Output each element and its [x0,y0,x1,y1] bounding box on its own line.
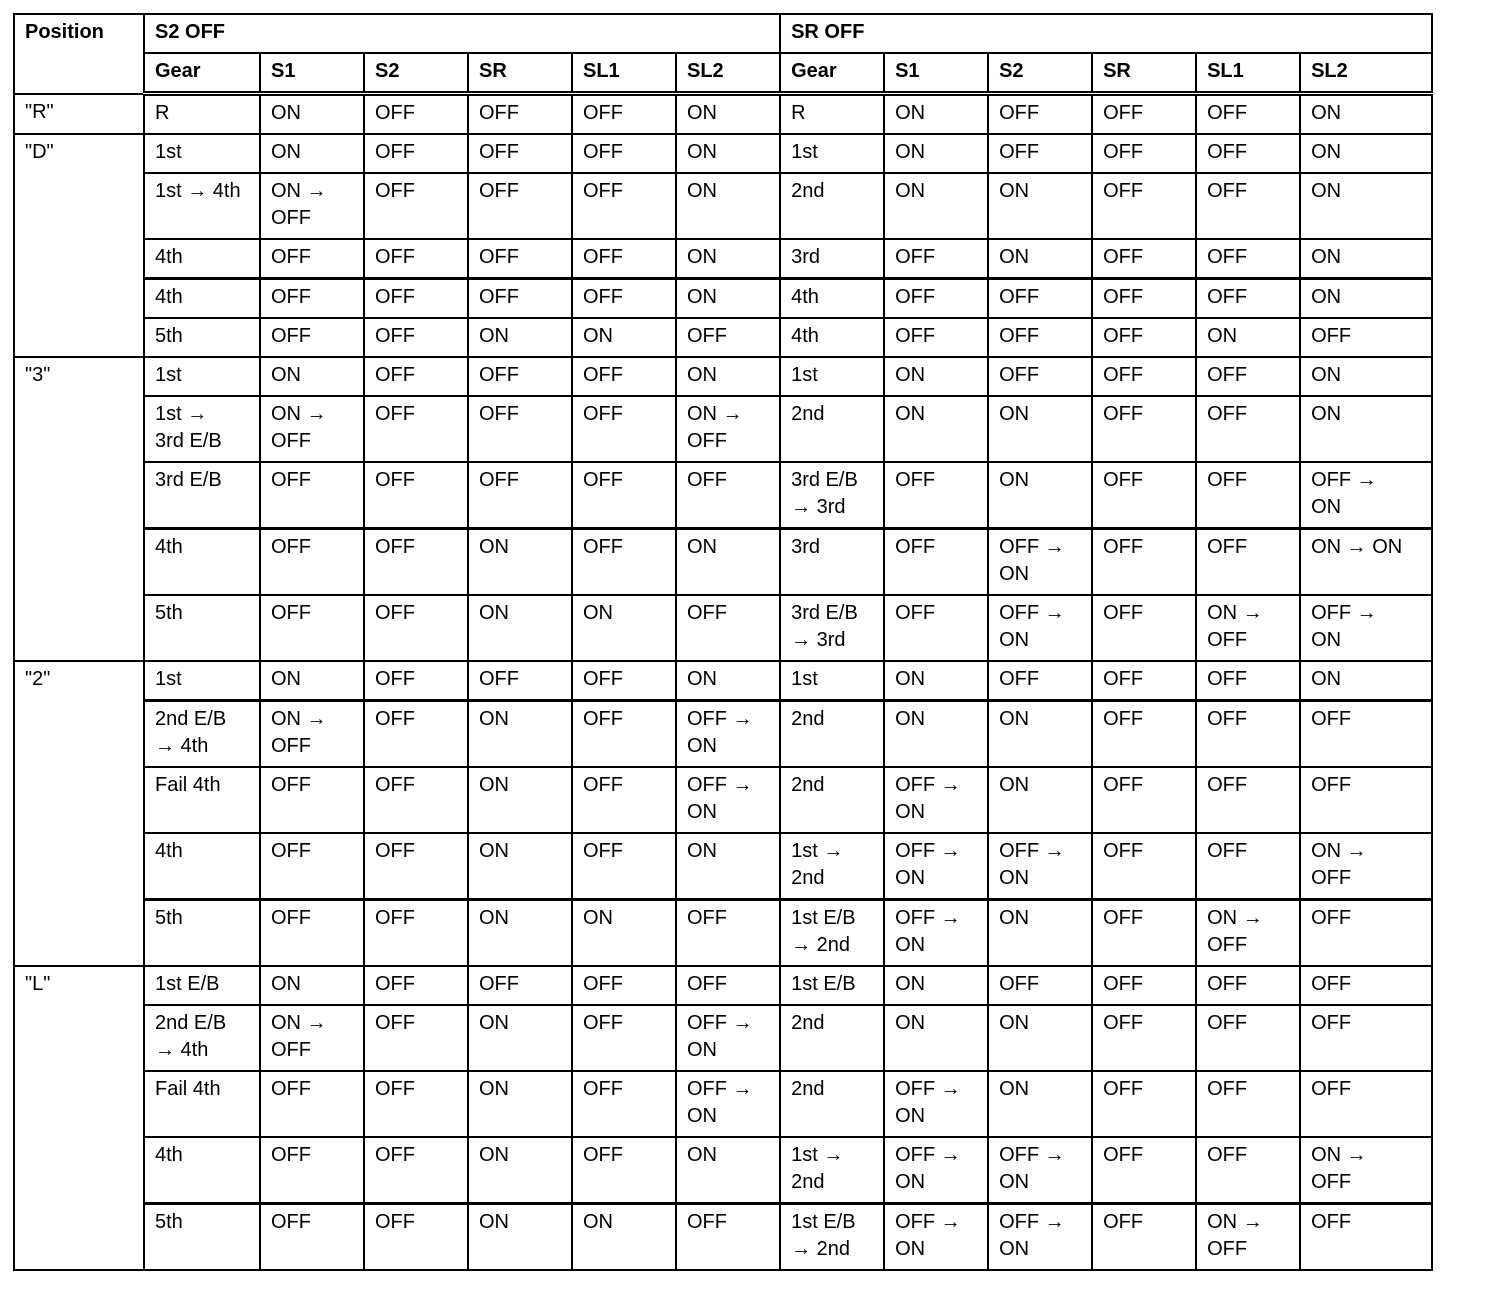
column-header-s2-off-s1: S1 [260,53,364,94]
solenoid-state-cell: OFF [1092,661,1196,701]
solenoid-state-cell: ON [468,833,572,900]
gear-cell: 2nd [780,701,884,768]
table-row [14,173,1432,239]
solenoid-state-cell: OFF [676,318,780,357]
gear-cell: 5th [144,1204,260,1271]
solenoid-state-cell: OFF [260,1137,364,1204]
solenoid-state-cell: ON [676,357,780,396]
gear-cell: 1st → 4th [144,173,260,239]
solenoid-state-cell: OFF [572,173,676,239]
solenoid-state-cell: ON [884,396,988,462]
gear-cell: 4th [144,279,260,319]
position-header: Position [14,14,144,94]
solenoid-state-cell: ON [676,661,780,701]
solenoid-state-cell: OFF → ON [884,833,988,900]
solenoid-state-cell: OFF [884,239,988,279]
solenoid-state-cell: OFF [260,900,364,967]
solenoid-state-cell: ON [676,94,780,135]
solenoid-state-cell: ON [988,1071,1092,1137]
solenoid-state-cell: OFF [364,239,468,279]
solenoid-state-cell: ON → ON [1300,529,1432,596]
gear-cell: 2nd [780,396,884,462]
solenoid-state-cell: OFF [572,833,676,900]
solenoid-state-cell: OFF [1092,833,1196,900]
gear-cell: R [780,94,884,135]
solenoid-state-cell: OFF [1300,767,1432,833]
solenoid-state-cell: OFF → ON [1300,462,1432,529]
solenoid-state-cell: OFF → ON [676,767,780,833]
solenoid-state-cell: OFF [1092,767,1196,833]
sr-off-group-header: SR OFF [780,14,1432,53]
solenoid-state-cell: ON → OFF [260,396,364,462]
gear-cell: 4th [780,318,884,357]
solenoid-state-cell: ON → OFF [1196,900,1300,967]
solenoid-state-cell: OFF [1196,94,1300,135]
solenoid-state-cell: OFF [676,900,780,967]
solenoid-state-cell: ON [1300,396,1432,462]
table-row [14,701,1432,768]
gear-cell: 3rd E/B → 3rd [780,595,884,661]
column-header-sr-off-s1: S1 [884,53,988,94]
solenoid-state-cell: OFF [1092,529,1196,596]
solenoid-state-cell: OFF [1300,318,1432,357]
solenoid-state-cell: OFF [468,239,572,279]
table-row [14,529,1432,596]
solenoid-state-cell: OFF [572,1071,676,1137]
solenoid-state-cell: OFF [260,462,364,529]
solenoid-state-cell: OFF [988,94,1092,135]
solenoid-state-cell: ON [1300,239,1432,279]
solenoid-state-cell: OFF [1196,357,1300,396]
gear-cell: 1st E/B → 2nd [780,900,884,967]
header-column-row [14,53,1432,94]
solenoid-state-cell: ON [676,239,780,279]
solenoid-state-cell: ON [468,1005,572,1071]
gear-cell: 1st E/B [780,966,884,1005]
table-row [14,1204,1432,1271]
solenoid-state-cell: OFF → ON [988,529,1092,596]
gear-cell: 3rd [780,529,884,596]
solenoid-state-cell: OFF [572,529,676,596]
gear-cell: 2nd E/B → 4th [144,1005,260,1071]
solenoid-state-cell: ON [884,357,988,396]
solenoid-state-cell: ON [572,900,676,967]
gear-cell: 1st [144,357,260,396]
solenoid-state-cell: OFF [676,595,780,661]
position-cell: "R" [14,94,144,135]
table-row [14,966,1432,1005]
solenoid-state-cell: OFF [1092,1005,1196,1071]
gear-cell: 1st [144,661,260,701]
solenoid-state-cell: OFF [364,318,468,357]
solenoid-state-cell: OFF [468,279,572,319]
solenoid-state-cell: ON [1196,318,1300,357]
solenoid-state-cell: OFF → ON [884,900,988,967]
solenoid-state-cell: OFF [1196,1071,1300,1137]
solenoid-state-cell: OFF [572,767,676,833]
solenoid-state-cell: OFF [1196,767,1300,833]
solenoid-state-cell: OFF [988,966,1092,1005]
solenoid-state-cell: ON → OFF [260,173,364,239]
solenoid-state-cell: ON [988,396,1092,462]
gear-cell: 2nd [780,173,884,239]
solenoid-state-cell: OFF [572,239,676,279]
solenoid-state-cell: OFF [260,595,364,661]
solenoid-state-cell: OFF [364,357,468,396]
solenoid-state-cell: OFF [1092,279,1196,319]
solenoid-state-cell: ON [1300,661,1432,701]
solenoid-state-cell: OFF [468,134,572,173]
solenoid-state-cell: OFF [1300,1071,1432,1137]
solenoid-state-cell: OFF [1092,1071,1196,1137]
solenoid-state-cell: OFF [1092,462,1196,529]
solenoid-state-cell: OFF [364,661,468,701]
solenoid-state-cell: ON [468,701,572,768]
solenoid-state-cell: ON → OFF [1300,1137,1432,1204]
solenoid-state-cell: OFF [1196,1137,1300,1204]
gear-cell: 4th [144,1137,260,1204]
solenoid-state-cell: ON [884,1005,988,1071]
solenoid-state-cell: OFF → ON [988,833,1092,900]
solenoid-state-cell: OFF [1196,173,1300,239]
solenoid-state-cell: OFF [1092,701,1196,768]
solenoid-state-cell: ON [260,661,364,701]
column-header-s2-off-sl2: SL2 [676,53,780,94]
s2-off-group-header: S2 OFF [144,14,780,53]
solenoid-state-cell: OFF [1092,357,1196,396]
gear-cell: 3rd [780,239,884,279]
solenoid-state-cell: OFF → ON [884,767,988,833]
solenoid-state-cell: OFF [1196,279,1300,319]
solenoid-state-cell: OFF [364,595,468,661]
solenoid-state-cell: OFF → ON [884,1204,988,1271]
solenoid-state-cell: ON [260,966,364,1005]
solenoid-state-cell: OFF [1092,900,1196,967]
solenoid-state-cell: OFF [364,900,468,967]
position-cell: "L" [14,966,144,1270]
solenoid-state-cell: ON → OFF [1196,595,1300,661]
header-group-row [14,14,1432,53]
solenoid-state-cell: ON [1300,94,1432,135]
gear-cell: 2nd [780,767,884,833]
column-header-sr-off-sl1: SL1 [1196,53,1300,94]
solenoid-state-cell: OFF [364,462,468,529]
table-body [14,94,1432,1271]
solenoid-state-cell: ON [260,94,364,135]
table-row [14,94,1432,135]
solenoid-state-cell: OFF [468,357,572,396]
solenoid-state-cell: OFF [468,661,572,701]
solenoid-state-cell: OFF [260,1204,364,1271]
solenoid-state-cell: ON [1300,357,1432,396]
solenoid-state-cell: ON [676,173,780,239]
solenoid-state-cell: OFF [572,701,676,768]
solenoid-state-cell: OFF [988,318,1092,357]
solenoid-state-cell: OFF [572,462,676,529]
solenoid-state-cell: ON [468,318,572,357]
solenoid-state-cell: OFF [572,396,676,462]
solenoid-state-cell: OFF [260,529,364,596]
solenoid-state-cell: ON [988,1005,1092,1071]
solenoid-state-cell: OFF → ON [988,595,1092,661]
gear-cell: 1st [780,357,884,396]
solenoid-state-cell: OFF [676,966,780,1005]
solenoid-state-cell: OFF [468,173,572,239]
solenoid-state-cell: ON [884,701,988,768]
solenoid-state-cell: OFF [884,595,988,661]
solenoid-state-cell: OFF [572,966,676,1005]
solenoid-state-cell: OFF [364,134,468,173]
column-header-s2-off-sl1: SL1 [572,53,676,94]
solenoid-state-cell: ON [260,357,364,396]
solenoid-state-cell: ON [468,1071,572,1137]
solenoid-state-cell: OFF [572,94,676,135]
solenoid-state-cell: OFF [364,701,468,768]
gear-cell: 2nd [780,1005,884,1071]
solenoid-state-cell: OFF [364,1204,468,1271]
solenoid-state-cell: ON [468,1137,572,1204]
solenoid-state-cell: OFF [260,833,364,900]
table-row [14,279,1432,319]
solenoid-state-cell: ON [676,1137,780,1204]
solenoid-state-cell: ON [676,279,780,319]
solenoid-state-cell: OFF [1092,173,1196,239]
solenoid-state-cell: ON [572,595,676,661]
solenoid-state-cell: OFF [364,833,468,900]
solenoid-state-cell: OFF [572,1137,676,1204]
solenoid-state-cell: OFF [1300,900,1432,967]
solenoid-state-cell: OFF [884,462,988,529]
gear-cell: 1st → 2nd [780,833,884,900]
solenoid-state-cell: ON → OFF [1300,833,1432,900]
gear-cell: 1st E/B [144,966,260,1005]
solenoid-state-cell: OFF [1196,966,1300,1005]
solenoid-state-cell: ON [260,134,364,173]
solenoid-state-cell: ON [468,1204,572,1271]
solenoid-state-cell: OFF → ON [884,1137,988,1204]
gear-cell: Fail 4th [144,767,260,833]
solenoid-state-cell: OFF → ON [676,1005,780,1071]
solenoid-state-cell: OFF [364,279,468,319]
column-header-s2-off-gear: Gear [144,53,260,94]
gear-cell: 4th [780,279,884,319]
solenoid-state-cell: OFF [260,239,364,279]
solenoid-state-cell: OFF [884,279,988,319]
solenoid-state-cell: ON [468,529,572,596]
gear-cell: Fail 4th [144,1071,260,1137]
table-row [14,1005,1432,1071]
solenoid-state-cell: OFF → ON [988,1204,1092,1271]
gear-cell: 4th [144,529,260,596]
solenoid-state-cell: OFF [364,1071,468,1137]
solenoid-state-cell: ON [884,173,988,239]
column-header-s2-off-s2: S2 [364,53,468,94]
solenoid-state-cell: OFF [1092,134,1196,173]
table-row [14,767,1432,833]
solenoid-state-cell: OFF [468,462,572,529]
gear-cell: 4th [144,239,260,279]
solenoid-state-cell: OFF [364,173,468,239]
solenoid-state-cell: OFF [1092,94,1196,135]
solenoid-state-cell: ON [1300,173,1432,239]
solenoid-state-cell: OFF [1196,462,1300,529]
solenoid-state-cell: OFF [1092,966,1196,1005]
gear-cell: 1st [780,661,884,701]
solenoid-state-cell: ON [468,767,572,833]
solenoid-state-cell: OFF → ON [676,701,780,768]
solenoid-state-cell: ON [884,966,988,1005]
gear-cell: 1st → 3rd E/B [144,396,260,462]
gear-cell: 4th [144,833,260,900]
solenoid-state-cell: OFF [1092,318,1196,357]
solenoid-state-cell: OFF [1196,396,1300,462]
solenoid-state-cell: ON [676,134,780,173]
solenoid-state-cell: OFF → ON [1300,595,1432,661]
gear-cell: 5th [144,595,260,661]
solenoid-state-cell: ON → OFF [260,1005,364,1071]
solenoid-state-cell: OFF [884,318,988,357]
solenoid-state-cell: OFF [1300,1204,1432,1271]
table-row [14,833,1432,900]
position-cell: "3" [14,357,144,661]
solenoid-state-cell: ON [676,529,780,596]
solenoid-state-cell: OFF → ON [884,1071,988,1137]
position-cell: "D" [14,134,144,357]
gear-cell: 1st → 2nd [780,1137,884,1204]
solenoid-state-cell: OFF [1092,1137,1196,1204]
gear-cell: 5th [144,900,260,967]
solenoid-state-cell: OFF [1092,396,1196,462]
table-row [14,239,1432,279]
solenoid-state-cell: OFF [1092,239,1196,279]
gear-cell: 5th [144,318,260,357]
gear-cell: 3rd E/B [144,462,260,529]
solenoid-state-cell: OFF [988,661,1092,701]
solenoid-state-cell: OFF [988,357,1092,396]
solenoid-state-cell: OFF [1196,1005,1300,1071]
table-row [14,134,1432,173]
solenoid-state-cell: ON [988,173,1092,239]
table-row [14,900,1432,967]
solenoid-state-cell: OFF [1196,701,1300,768]
solenoid-state-cell: ON [988,767,1092,833]
solenoid-state-cell: OFF [260,767,364,833]
table-row [14,396,1432,462]
solenoid-state-cell: ON [572,1204,676,1271]
solenoid-state-cell: ON [988,701,1092,768]
gear-cell: 1st E/B → 2nd [780,1204,884,1271]
gear-cell: 1st [144,134,260,173]
solenoid-state-cell: OFF [1092,595,1196,661]
solenoid-state-cell: ON [1300,134,1432,173]
gear-cell: 2nd E/B → 4th [144,701,260,768]
table-row [14,661,1432,701]
solenoid-state-cell: ON → OFF [676,396,780,462]
solenoid-state-cell: OFF [1196,529,1300,596]
solenoid-state-cell: OFF [1196,134,1300,173]
solenoid-state-cell: OFF [260,318,364,357]
solenoid-state-cell: ON [988,462,1092,529]
solenoid-state-cell: OFF [572,1005,676,1071]
solenoid-operation-table [13,13,1433,1271]
solenoid-state-cell: ON [468,900,572,967]
gear-cell: 1st [780,134,884,173]
solenoid-state-cell: ON [468,595,572,661]
table-row [14,1137,1432,1204]
solenoid-state-cell: ON [988,900,1092,967]
solenoid-state-cell: ON [572,318,676,357]
solenoid-state-cell: OFF → ON [676,1071,780,1137]
solenoid-state-cell: ON [884,134,988,173]
solenoid-state-cell: OFF [260,1071,364,1137]
gear-cell: 3rd E/B → 3rd [780,462,884,529]
solenoid-state-cell: OFF [1300,1005,1432,1071]
solenoid-state-cell: OFF [1196,661,1300,701]
solenoid-state-cell: OFF [364,94,468,135]
solenoid-state-cell: OFF [988,134,1092,173]
solenoid-state-cell: ON → OFF [260,701,364,768]
solenoid-state-cell: ON [884,94,988,135]
solenoid-state-cell: ON → OFF [1196,1204,1300,1271]
column-header-sr-off-s2: S2 [988,53,1092,94]
solenoid-state-cell: OFF [364,767,468,833]
gear-cell: R [144,94,260,135]
solenoid-state-cell: OFF [364,529,468,596]
solenoid-state-cell: ON [1300,279,1432,319]
solenoid-state-cell: OFF [572,661,676,701]
solenoid-state-cell: OFF [1300,701,1432,768]
solenoid-state-cell: OFF [572,357,676,396]
solenoid-state-cell: OFF [676,462,780,529]
solenoid-state-cell: OFF [260,279,364,319]
column-header-s2-off-sr: SR [468,53,572,94]
column-header-sr-off-sl2: SL2 [1300,53,1432,94]
solenoid-state-cell: OFF [364,1005,468,1071]
solenoid-state-cell: ON [884,661,988,701]
solenoid-state-cell: OFF [572,279,676,319]
solenoid-state-cell: OFF [572,134,676,173]
table-row [14,462,1432,529]
solenoid-state-cell: ON [988,239,1092,279]
solenoid-state-cell: OFF → ON [988,1137,1092,1204]
solenoid-state-cell: OFF [1300,966,1432,1005]
position-cell: "2" [14,661,144,966]
column-header-sr-off-sr: SR [1092,53,1196,94]
solenoid-state-cell: OFF [364,966,468,1005]
solenoid-state-cell: OFF [1196,239,1300,279]
column-header-sr-off-gear: Gear [780,53,884,94]
solenoid-state-cell: OFF [364,1137,468,1204]
table-row [14,595,1432,661]
solenoid-state-cell: OFF [1196,833,1300,900]
solenoid-state-cell: OFF [364,396,468,462]
solenoid-state-cell: OFF [468,966,572,1005]
solenoid-state-cell: OFF [988,279,1092,319]
solenoid-state-cell: OFF [468,396,572,462]
table-row [14,1071,1432,1137]
solenoid-state-cell: ON [676,833,780,900]
table-row [14,357,1432,396]
gear-cell: 2nd [780,1071,884,1137]
table-row [14,318,1432,357]
solenoid-state-cell: OFF [1092,1204,1196,1271]
solenoid-state-cell: OFF [884,529,988,596]
solenoid-state-cell: OFF [468,94,572,135]
solenoid-state-cell: OFF [676,1204,780,1271]
